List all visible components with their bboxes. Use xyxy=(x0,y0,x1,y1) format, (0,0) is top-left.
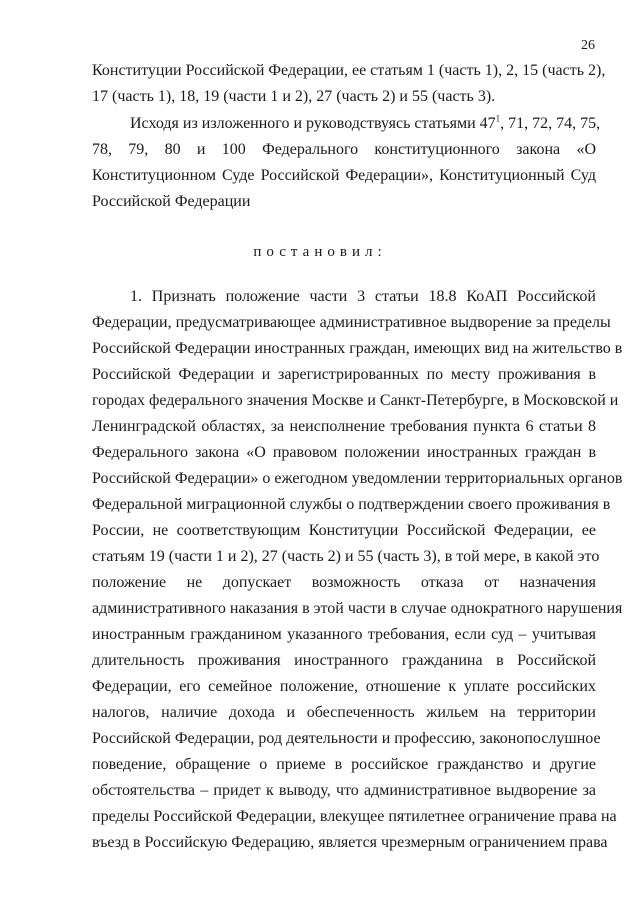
text-line: статьям 19 (части 1 и 2), 27 (часть 2) и 55 (часть 3), в той мере, в какой это xyxy=(92,548,600,565)
text-line: Федерального закона «О правовом положении иностранных граждан в xyxy=(92,444,596,461)
text-line: Российской Федерации, род деятельности и профессию, законопослушное xyxy=(92,730,601,747)
text-line: Российской Федерации и зарегистрированных по месту проживания в xyxy=(92,366,596,383)
text-line: налогов, наличие дохода и обеспеченность жильем на территории xyxy=(92,704,596,721)
text-line: Российской Федерации xyxy=(92,193,251,210)
text-line: обстоятельства – придет к выводу, что административное выдворение за xyxy=(92,782,596,799)
text-line: пределы Российской Федерации, влекущее пятилетнее ограничение права на xyxy=(92,808,617,825)
page-number: 26 xyxy=(581,38,595,53)
text-fragment: Исходя из изложенного и руководствуясь статьями 47 xyxy=(130,115,496,132)
text-line: 17 (часть 1), 18, 19 (части 1 и 2), 27 (часть 2) и 55 (часть 3). xyxy=(92,88,496,105)
text-line: Федеральной миграционной службы о подтверждении своего проживания в xyxy=(92,496,611,513)
text-line: 1. Признать положение части 3 статьи 18.8 КоАП Российской xyxy=(130,288,596,305)
text-line: Федерации, предусматривающее административное выдворение за пределы xyxy=(92,314,611,331)
text-line: административного наказания в этой части в случае однократного нарушения xyxy=(92,600,623,617)
paragraph-recital xyxy=(92,111,601,215)
text-line: Российской Федерации иностранных граждан, имеющих вид на жительство в xyxy=(92,340,623,357)
text-line: въезд в Российскую Федерацию, является чрезмерным ограничением права xyxy=(92,834,608,851)
text-line: Конституционном Суде Российской Федерации», Конституционный Суд xyxy=(92,167,596,184)
paragraph-ruling xyxy=(92,284,623,856)
text-line: Российской Федерации» о ежегодном уведомлении территориальных органов xyxy=(92,470,623,487)
text-line: Федерации, его семейное положение, отношение к уплате российских xyxy=(92,678,596,695)
text-line: длительность проживания иностранного гражданина в Российской xyxy=(92,652,596,669)
text-line: иностранным гражданином указанного требования, если суд – учитывая xyxy=(92,626,596,643)
text-fragment: , 71, 72, 74, 75, xyxy=(500,115,601,132)
text-line: поведение, обращение о приеме в российское гражданство и другие xyxy=(92,756,596,773)
paragraph-continuation xyxy=(92,58,606,110)
text-line: городах федерального значения Москве и Санкт-Петербурге, в Московской и xyxy=(92,392,619,409)
text-line: положение не допускает возможность отказа от назначения xyxy=(92,574,596,591)
text-line: Конституции Российской Федерации, ее статьям 1 (часть 1), 2, 15 (часть 2), xyxy=(92,62,606,79)
text-line: 78, 79, 80 и 100 Федерального конституционного закона «О xyxy=(92,141,596,158)
text-line xyxy=(92,111,601,137)
superscript: 1 xyxy=(495,113,501,124)
decree-heading: постановил: xyxy=(253,244,387,260)
text-line: Ленинградской областях, за неисполнение требования пункта 6 статьи 8 xyxy=(92,418,596,435)
text-line: России, не соответствующим Конституции Российской Федерации, ее xyxy=(92,522,596,539)
